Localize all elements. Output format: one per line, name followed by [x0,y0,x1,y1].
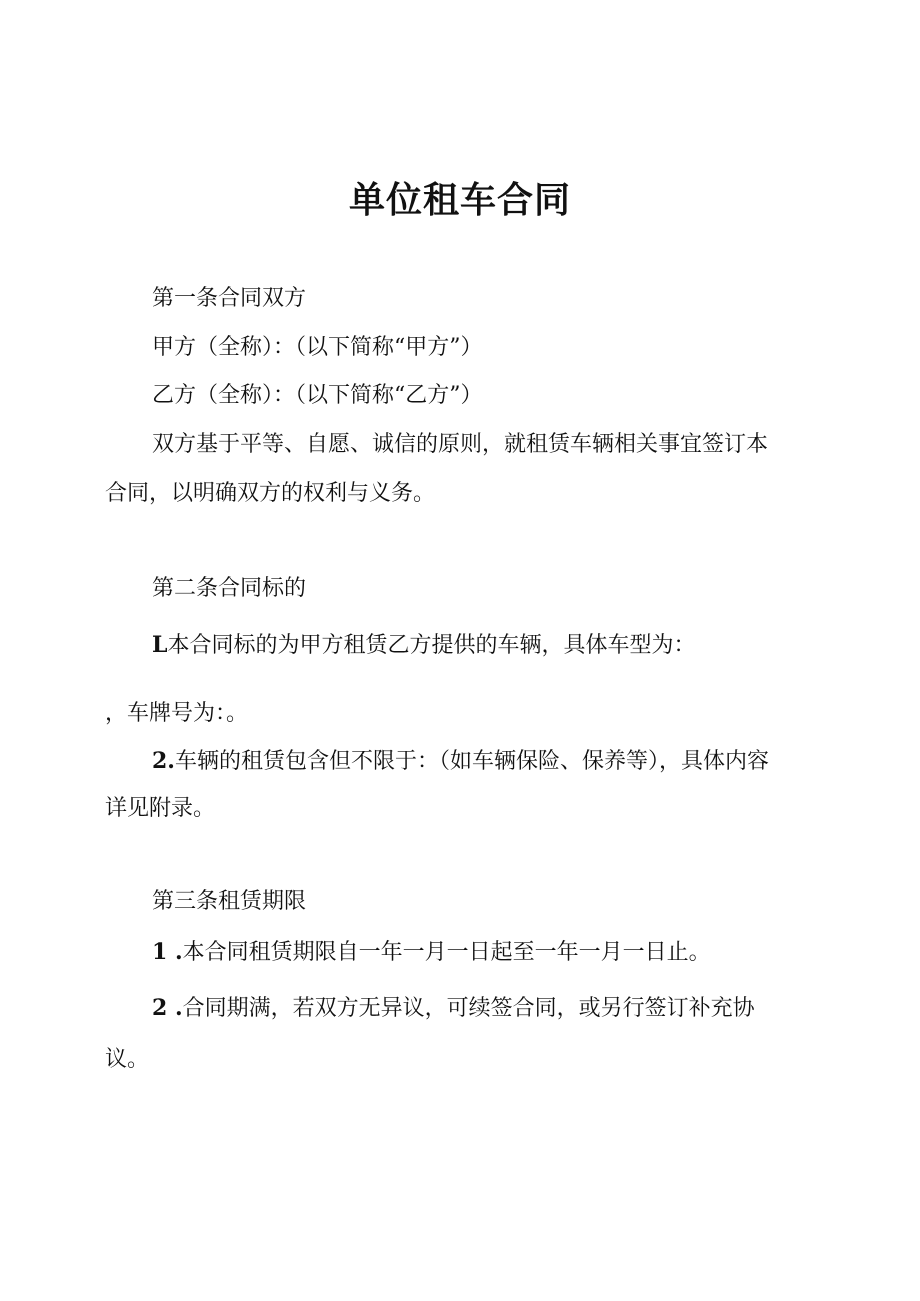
article2-item2-continuation: 详见附录。 [105,796,216,821]
article3-item1-number: 1 . [152,939,183,965]
article2-item2-text: 车辆的租赁包含但不限于：（如车辆保险、保养等），具体内容 [174,749,769,774]
article1-heading: 第一条合同双方 [152,286,307,311]
article2-item1 [152,632,695,659]
party-a-line: 甲方（全称）：（以下简称“甲方”） [152,335,483,360]
article2-item1-text: 本合同标的为甲方租赁乙方提供的车辆，具体车型为： [167,633,696,658]
document-title: 单位租车合同 [348,180,571,221]
article3-item2-number: 2 . [152,995,183,1021]
party-b-line: 乙方（全称）：（以下简称“乙方”） [152,383,483,408]
article2-item2 [152,748,769,775]
article3-heading: 第三条租赁期限 [152,889,307,914]
article3-item2-text: 合同期满，若双方无异议，可续签合同，或另行签订补充协 [182,996,755,1021]
article2-item2-number: 2. [152,748,175,774]
article2-heading: 第二条合同标的 [152,576,307,601]
article1-intro-line2: 合同，以明确双方的权利与义务。 [105,481,436,506]
article1-intro-line1: 双方基于平等、自愿、诚信的原则，就租赁车辆相关事宜签订本 [152,432,769,457]
article2-item1-continuation: ，车牌号为：。 [105,701,249,726]
article2-item1-number: L [152,632,168,658]
article3-item2-continuation: 议。 [105,1047,150,1072]
article3-item1-text: 本合同租赁期限自一年一月一日起至一年一月一日止。 [182,940,711,965]
article3-item2 [152,995,755,1022]
article3-item1 [152,939,711,966]
